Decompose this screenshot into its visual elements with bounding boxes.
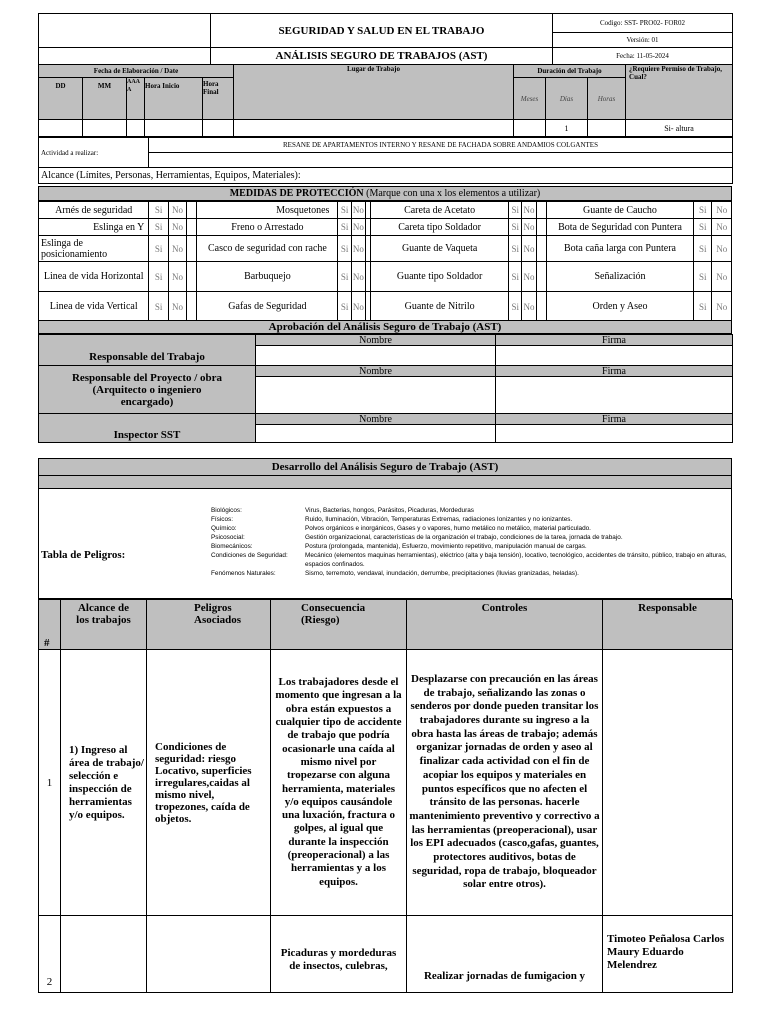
medida-no-checkbox[interactable]: No — [712, 219, 732, 236]
medida-si-checkbox[interactable]: Si — [338, 219, 351, 236]
peligros-list — [211, 506, 731, 578]
medida-no-checkbox[interactable]: No — [522, 219, 536, 236]
nombre-header: Nombre — [256, 335, 496, 346]
row-controles[interactable]: Desplazarse con precaución en las áreas de trabajo, señalizando las zonas o senderos por donde pueden transitar los trabajadores durante su ingreso a la obra hasta las áreas de trabajo; además organizar jornadas de orden y aseo al finalizar cada actividad con el fin de acopiar los equipos y materiales en puntos específicos que no afecten el tránsito de las personas. hacerle mantenimiento preventivo y correctivo a las herramientas (preoperacional), usar los EPI adecuados (casco,gafas, guantes, protectores auditivos, botas de seguridad, ropa de trabajo, bloqueador solar entre otros). — [407, 650, 603, 916]
peligro-type: Físicos: — [211, 516, 234, 523]
medida-label: Mosquetones — [197, 202, 338, 219]
medida-no-checkbox[interactable]: No — [168, 202, 186, 219]
desarrollo-title: Desarrollo del Análisis Seguro de Trabajo (AST) — [38, 458, 732, 476]
peligro-item — [211, 569, 731, 578]
nombre-field-2[interactable] — [256, 377, 496, 414]
col-alcance: Alcance de los trabajos — [61, 600, 147, 650]
medidas-row — [39, 219, 732, 236]
medida-no-checkbox[interactable]: No — [351, 219, 365, 236]
medida-si-checkbox[interactable]: Si — [509, 292, 522, 322]
medida-no-checkbox[interactable]: No — [522, 292, 536, 322]
meses-field[interactable] — [514, 120, 546, 137]
medida-spacer — [187, 236, 197, 262]
role-inspector-sst: Inspector SST — [39, 414, 256, 443]
medida-label: Careta de Acetato — [371, 202, 509, 219]
actividad-label: Actividad a realizar: — [39, 138, 149, 168]
hora-inicio-field[interactable] — [145, 120, 203, 137]
medida-si-checkbox[interactable]: Si — [509, 236, 522, 262]
hora-final-label: Hora Final — [203, 78, 234, 120]
row-consecuencia[interactable]: Los trabajadores desde el momento que ingresan a la obra están expuestos a cualquier tipo de accidente de trabajo que podría ocasionarle una caída al mismo nivel por tropezarse con alguna herramienta, materiales y/o equipos causándole una luxación, fractura o golpes, al igual que durante la inspección (preoperacional) a las herramientas y a los equipos. — [271, 650, 407, 916]
medida-no-checkbox[interactable]: No — [351, 262, 365, 292]
medida-spacer — [187, 219, 197, 236]
permiso-label: ¿Requiere Permiso de Trabajo, Cual? — [626, 65, 733, 120]
medida-si-checkbox[interactable]: Si — [338, 202, 351, 219]
medida-si-checkbox[interactable]: Si — [509, 219, 522, 236]
document-version: Versión: 01 — [553, 33, 733, 48]
duracion-label: Duración del Trabajo — [514, 65, 626, 78]
medida-no-checkbox[interactable]: No — [351, 292, 365, 322]
medida-label: Casco de seguridad con rache — [197, 236, 338, 262]
medida-spacer — [187, 262, 197, 292]
lugar-field[interactable] — [234, 120, 514, 137]
medida-si-checkbox[interactable]: Si — [338, 262, 351, 292]
medida-si-checkbox[interactable]: Si — [694, 292, 712, 322]
medida-label: Guante de Vaqueta — [371, 236, 509, 262]
peligro-type: Psicosocial: — [211, 534, 245, 541]
medida-si-checkbox[interactable]: Si — [149, 202, 168, 219]
logo-area — [39, 14, 211, 48]
nombre-field-3[interactable] — [256, 425, 496, 443]
desarrollo-gray-band — [38, 476, 732, 489]
actividad-table — [38, 137, 733, 184]
firma-field-1[interactable] — [496, 346, 733, 366]
peligro-desc: Sismo, terremoto, vendaval, inundación, derrumbe, precipitaciones (lluvias granizadas, heladas). — [305, 570, 579, 577]
peligro-desc: Ruido, Iluminación, Vibración, Temperaturas Extremas, radiaciones Ionizantes y no ionizantes. — [305, 516, 573, 523]
row-controles[interactable]: Realizar jornadas de fumigacion y — [407, 916, 603, 993]
medida-no-checkbox[interactable]: No — [522, 262, 536, 292]
medida-si-checkbox[interactable]: Si — [694, 262, 712, 292]
medida-label: Señalización — [546, 262, 693, 292]
medida-si-checkbox[interactable]: Si — [149, 292, 168, 322]
row-alcance[interactable]: 1) Ingreso al área de trabajo/ selección e inspección de herramientas y/o equipos. — [61, 650, 147, 916]
medidas-hint: (Marque con una x los elementos a utilizar) — [363, 188, 541, 199]
medida-label: Guante de Nitrilo — [371, 292, 509, 322]
medida-no-checkbox[interactable]: No — [168, 292, 186, 322]
medida-si-checkbox[interactable]: Si — [509, 202, 522, 219]
alcance-label[interactable]: Alcance (Límites, Personas, Herramientas, Equipos, Materiales): — [39, 168, 733, 184]
medida-no-checkbox[interactable]: No — [522, 202, 536, 219]
peligro-desc: Virus, Bacterias, hongos, Parásitos, Picaduras, Mordeduras — [305, 507, 474, 514]
aprobacion-table — [38, 334, 733, 443]
row-num: 1 — [39, 650, 61, 916]
medida-no-checkbox[interactable]: No — [168, 262, 186, 292]
peligro-type: Biomecánicos: — [211, 543, 253, 550]
medida-label: Guante de Caucho — [546, 202, 693, 219]
peligro-item — [211, 551, 731, 569]
peligro-desc: Gestión organizacional, características de la organización el trabajo, condiciones de la tarea, jornada de trabajo. — [305, 534, 623, 541]
row-responsable[interactable]: Timoteo Peñalosa Carlos Maury Eduardo Melendrez — [603, 916, 733, 993]
col-peligros: Peligros Asociados — [147, 600, 271, 650]
hora-final-field[interactable] — [203, 120, 234, 137]
medidas-table — [38, 201, 732, 322]
table-row — [39, 650, 733, 916]
medida-label: Arnés de seguridad — [39, 202, 149, 219]
medida-si-checkbox[interactable]: Si — [694, 236, 712, 262]
peligro-desc: Postura (prolongada, mantenida), Esfuerzo, movimiento repetitivo, manipulación manual de cargas. — [305, 543, 587, 550]
medida-label: Eslinga de posicionamiento — [39, 236, 149, 262]
medida-no-checkbox[interactable]: No — [168, 236, 186, 262]
row-peligros[interactable] — [147, 916, 271, 993]
medida-spacer — [536, 202, 546, 219]
nombre-field-1[interactable] — [256, 346, 496, 366]
medida-no-checkbox[interactable]: No — [712, 262, 732, 292]
medida-spacer — [536, 292, 546, 322]
medida-label: Linea de vida Vertical — [39, 292, 149, 322]
peligro-item — [211, 542, 731, 551]
row-peligros[interactable]: Condiciones de seguridad: riesgo Locativo, superficies irregulares,caidas al mismo nivel, tropezones, caída de objetos. — [147, 650, 271, 916]
medida-no-checkbox[interactable]: No — [522, 236, 536, 262]
medida-spacer — [536, 262, 546, 292]
medida-si-checkbox[interactable]: Si — [509, 262, 522, 292]
dd-label: DD — [39, 78, 83, 120]
medidas-header — [38, 186, 732, 201]
analisis-table — [38, 599, 733, 993]
col-responsable: Responsable — [603, 600, 733, 650]
col-controles: Controles — [407, 600, 603, 650]
info-table — [38, 64, 733, 137]
peligro-type: Biológicos: — [211, 507, 242, 514]
horas-label: Horas — [588, 78, 626, 120]
medida-spacer — [536, 236, 546, 262]
peligro-type: Fenómenos Naturales: — [211, 570, 276, 577]
dias-field[interactable]: 1 — [546, 120, 588, 137]
firma-field-3[interactable] — [496, 425, 733, 443]
medida-label: Eslinga en Y — [39, 219, 149, 236]
medida-si-checkbox[interactable]: Si — [149, 262, 168, 292]
medida-no-checkbox[interactable]: No — [351, 202, 365, 219]
document-subtitle: ANÁLISIS SEGURO DE TRABAJOS (AST) — [211, 48, 553, 65]
role-responsable-trabajo: Responsable del Trabajo — [39, 335, 256, 366]
document-title: SEGURIDAD Y SALUD EN EL TRABAJO — [211, 14, 553, 48]
logo-area-bottom — [39, 48, 211, 65]
medida-label: Orden y Aseo — [546, 292, 693, 322]
medidas-row — [39, 202, 732, 219]
permiso-field[interactable]: Si- altura — [626, 120, 733, 137]
peligro-type: Químico: — [211, 525, 237, 532]
header-table — [38, 13, 733, 65]
medida-no-checkbox[interactable]: No — [712, 236, 732, 262]
medida-label: Freno o Arrestado — [197, 219, 338, 236]
peligro-item — [211, 533, 731, 542]
medida-si-checkbox[interactable]: Si — [694, 219, 712, 236]
role-responsable-proyecto: Responsable del Proyecto / obra (Arquitecto o ingeniero encargado) — [39, 366, 256, 414]
medida-no-checkbox[interactable]: No — [351, 236, 365, 262]
peligro-desc: Polvos orgánicos e inorgánicos, Gases y o vapores, humo metálico no metálico, material particulado. — [305, 525, 591, 532]
medida-label: Bota de Seguridad con Puntera — [546, 219, 693, 236]
actividad-extra[interactable] — [149, 153, 733, 168]
document-date: Fecha: 11-05-2024 — [553, 48, 733, 65]
aprobacion-title: Aprobación del Análisis Seguro de Trabajo (AST) — [38, 320, 732, 334]
medida-no-checkbox[interactable]: No — [712, 292, 732, 322]
nombre-header: Nombre — [256, 414, 496, 425]
aaaa-label: AAAA — [127, 78, 145, 120]
firma-field-2[interactable] — [496, 377, 733, 414]
medida-label: Barbuquejo — [197, 262, 338, 292]
medidas-row — [39, 292, 732, 322]
medida-si-checkbox[interactable]: Si — [694, 202, 712, 219]
medidas-title: MEDIDAS DE PROTECCIÓN — [229, 188, 364, 199]
col-consecuencia: Consecuencia (Riesgo) — [271, 600, 407, 650]
medida-spacer — [536, 219, 546, 236]
horas-field[interactable] — [588, 120, 626, 137]
firma-header: Firma — [496, 366, 733, 377]
medidas-row — [39, 236, 732, 262]
row-num: 2 — [39, 916, 61, 993]
mm-field[interactable] — [83, 120, 127, 137]
dias-label: Días — [546, 78, 588, 120]
mm-label: MM — [83, 78, 127, 120]
col-num: # — [39, 600, 61, 650]
peligro-item — [211, 524, 731, 533]
fecha-label: Fecha de Elaboración / Date — [39, 65, 234, 78]
medida-no-checkbox[interactable]: No — [712, 202, 732, 219]
medida-label: Careta tipo Soldador — [371, 219, 509, 236]
nombre-header: Nombre — [256, 366, 496, 377]
aaaa-field[interactable] — [127, 120, 145, 137]
hora-inicio-label: Hora Inicio — [145, 78, 203, 120]
medidas-row — [39, 262, 732, 292]
medida-si-checkbox[interactable]: Si — [149, 219, 168, 236]
medida-label: Guante tipo Soldador — [371, 262, 509, 292]
peligro-item — [211, 506, 731, 515]
peligro-item — [211, 515, 731, 524]
lugar-label: Lugar de Trabajo — [234, 65, 514, 120]
medida-spacer — [187, 202, 197, 219]
row-alcance[interactable] — [61, 916, 147, 993]
peligro-type: Condiciones de Seguridad: — [211, 552, 288, 559]
firma-header: Firma — [496, 414, 733, 425]
medida-spacer — [187, 292, 197, 322]
medida-label: Gafas de Seguridad — [197, 292, 338, 322]
firma-header: Firma — [496, 335, 733, 346]
actividad-value[interactable]: RESANE DE APARTAMENTOS INTERNO Y RESANE DE FACHADA SOBRE ANDAMIOS COLGANTES — [149, 138, 733, 153]
document-code: Codigo: SST- PRO02- FOR02 — [553, 14, 733, 33]
tabla-peligros — [38, 489, 732, 599]
medida-no-checkbox[interactable]: No — [168, 219, 186, 236]
medida-label: Bota caña larga con Puntera — [546, 236, 693, 262]
peligro-desc: Mecánico (elementos maquinas herramientas), eléctrico (alta y baja tensión), locativo, tecnológico, accidentes de tránsito, público, trabajo en alturas, espacios confinados. — [305, 552, 727, 568]
meses-label: Meses — [514, 78, 546, 120]
row-responsable[interactable] — [603, 650, 733, 916]
row-consecuencia[interactable]: Picaduras y mordeduras de insectos, culebras, — [271, 916, 407, 993]
dd-field[interactable] — [39, 120, 83, 137]
medida-si-checkbox[interactable]: Si — [338, 236, 351, 262]
tabla-peligros-label: Tabla de Peligros: — [41, 549, 126, 561]
medida-si-checkbox[interactable]: Si — [149, 236, 168, 262]
medida-si-checkbox[interactable]: Si — [338, 292, 351, 322]
medida-label: Linea de vida Horizontal — [39, 262, 149, 292]
table-row — [39, 916, 733, 993]
